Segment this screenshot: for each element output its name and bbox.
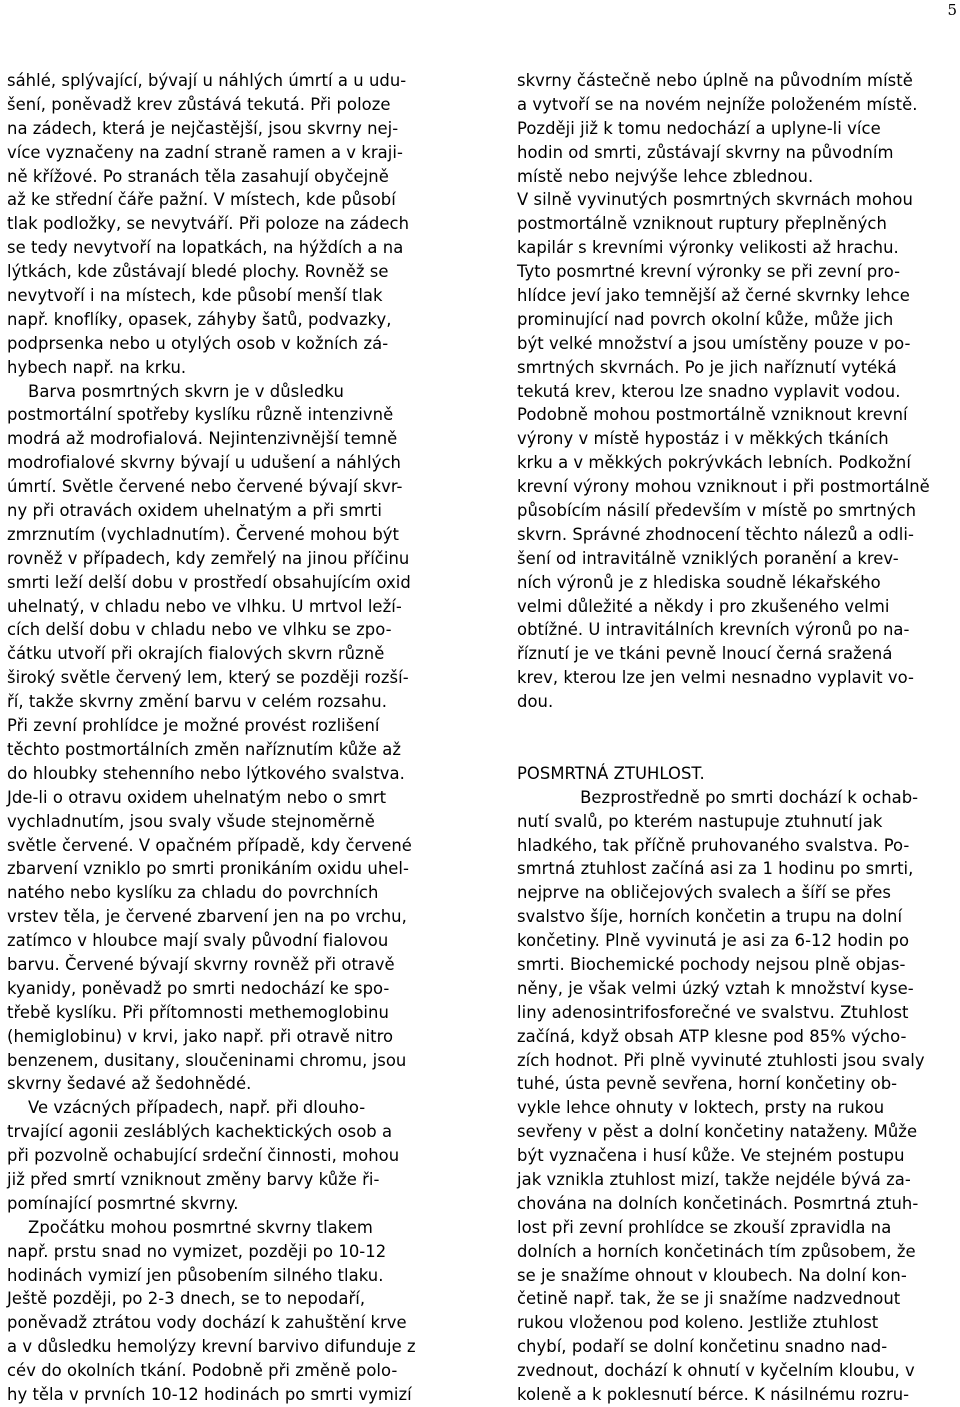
text-line: chována na dolních končetinách. Posmrtná ztuh- — [517, 1193, 919, 1213]
text-line: úmrtí. Světle červené nebo červené bývají skvr- — [7, 477, 403, 497]
text-line: vrstev těla, je červené zbarvení jen na po vrchu, — [7, 907, 407, 927]
text-line: barvu. Červené bývají skvrny rovněž při otravě — [7, 954, 395, 974]
text-line: skvrny částečně nebo úplně na původním místě — [517, 71, 913, 90]
text-line: zmrznutím (vychladnutím). Červené mohou být — [7, 524, 400, 544]
text-line: rovněž v případech, kdy zemřelý na jinou příčinu — [7, 548, 410, 568]
text-line: se tedy nevytvoří na lopatkách, na hýždích a na — [7, 238, 404, 258]
text-line: a vytvoří se na novém nejníže položeném místě. — [517, 94, 918, 114]
text-line: kyanidy, poněvadž po smrti nedochází ke spo- — [7, 978, 390, 998]
text-line: modrá až modrofialová. Nejintenzivnější temně — [7, 429, 398, 449]
text-line: zvednout, dochází k ohnutí v kyčelním kloubu, v — [517, 1361, 915, 1381]
text-line: smrti leží delší dobu v prostředí obsahujícím oxid — [7, 572, 411, 592]
text-line: skvrn. Správné zhodnocení těchto nálezů a odli- — [517, 524, 914, 544]
text-line: již před smrtí vzniknout změny barvy kůže ři- — [7, 1169, 380, 1189]
text-line: a v důsledku hemolýzy krevní barvivo difunduje z — [7, 1337, 416, 1357]
text-line: široký světle červený lem, který se později rozší- — [7, 668, 409, 688]
right-text-column — [517, 69, 960, 1407]
text-line: hladkého, tak příčně pruhovaného svalstva. Po- — [517, 835, 910, 855]
text-line: krku a v měkkých pokrývkách lebních. Podkožní — [517, 453, 911, 473]
text-line: být velké množství a jsou umístěny pouze v po- — [517, 333, 911, 353]
text-line: začíná, když obsah ATP klesne pod 85% výcho- — [517, 1026, 907, 1046]
text-line: smrtných skvrnách. Po je jich naříznutí vytéká — [517, 357, 897, 377]
text-line: svalstvo šíje, horních končetin a trupu na dolní — [517, 907, 903, 927]
text-line: např. prstu snad no vymizet, později po 10-12 — [7, 1241, 387, 1261]
text-line: V silně vyvinutých posmrtných skvrnách mohou — [517, 190, 913, 210]
text-line: na zádech, která je nejčastější, jsou skvrny nej- — [7, 118, 399, 138]
text-line: postmortální spotřeby kyslíku různě intenzivně — [7, 405, 394, 425]
text-line: hodin od smrti, zůstávají skvrny na původním — [517, 142, 894, 162]
text-line: šení, poněvadž krev zůstává tekutá. Při poloze — [7, 94, 391, 114]
text-line: Barva posmrtných skvrn je v důsledku — [7, 381, 344, 401]
text-line: krevní výrony mohou vzniknout i při postmortálně — [517, 477, 930, 497]
text-line: výrony v místě hypostáz i v měkkých tkáních — [517, 429, 889, 449]
text-line: natého nebo kyslíku za chladu do povrchních — [7, 883, 379, 903]
text-line: až ke střední čáře pažní. V místech, kde působí — [7, 190, 396, 210]
text-line: chybí, podaří se dolní končetinu snadno nad- — [517, 1337, 888, 1357]
text-line: Podobně mohou postmortálně vzniknout krevní — [517, 405, 908, 425]
text-line: nejprve na obličejových svalech a šíří se přes — [517, 883, 891, 903]
text-line: se je snažíme ohnout v kloubech. Na dolní kon- — [517, 1265, 907, 1285]
text-line: sáhlé, splývající, bývají u náhlých úmrtí a u udu- — [7, 71, 407, 90]
text-line: velmi důležité a někdy i pro zkušeného velmi — [517, 596, 890, 616]
text-line: při pozvolně ochabující srdeční činnosti, mohou — [7, 1146, 400, 1166]
text-line: čátku utvoří při okrajích fialových skvrn různě — [7, 644, 385, 664]
text-line: postmortálně vzniknout ruptury přeplněných — [517, 214, 887, 234]
text-line: Jde-li o otravu oxidem uhelnatým nebo o smrt — [7, 787, 387, 807]
text-line: místě nebo nejvýše lehce zblednou. — [517, 166, 814, 186]
text-line: hybech např. na krku. — [7, 357, 187, 377]
text-line: kapilár s krevními výronky velikosti až hrachu. — [517, 238, 899, 258]
text-line: (hemiglobinu) v krvi, jako např. při otravě nitro — [7, 1026, 394, 1046]
text-line: zbarvení vzniklo po smrti pronikáním oxidu uhel- — [7, 859, 409, 879]
text-line: zatímco v hloubce mají svaly původní fialovou — [7, 931, 389, 951]
text-line: být vyznačena i husí kůže. Ve stejném postupu — [517, 1146, 905, 1166]
text-line: trvající agonii zesláblých kachektických osob a — [7, 1122, 393, 1142]
text-line: pomínající posmrtné skvrny. — [7, 1193, 239, 1213]
text-line: smrti. Biochemické pochody nejsou plně objas- — [517, 954, 906, 974]
text-line: tlak podložky, se nevytváří. Při poloze na zádech — [7, 214, 410, 234]
text-line: Bezprostředně po smrti dochází k ochab- — [517, 787, 919, 807]
text-line: šení od intravitálně vzniklých poranění a krev- — [517, 548, 899, 568]
text-line: smrtná ztuhlost začíná asi za 1 hodinu po smrti, — [517, 859, 914, 879]
text-line: cích delší dobu v chladu nebo ve vlhku se zpo- — [7, 620, 392, 640]
text-line: ny při otravách oxidem uhelnatým a při smrti — [7, 501, 382, 521]
text-line: Ještě později, po 2-3 dnech, se to nepodaří, — [7, 1289, 366, 1309]
text-line: Ve vzácných případech, např. při dlouho- — [7, 1098, 366, 1118]
text-line: vykle lehce ohnuty v loktech, prsty na rukou — [517, 1098, 885, 1118]
text-line: četině např. tak, že se ji snažíme nadzvednout — [517, 1289, 901, 1309]
text-line: skvrny šedavé až šedohnědé. — [7, 1074, 252, 1094]
text-line: lost při zevní prohlídce se zkouší zpravidla na — [517, 1217, 892, 1237]
text-line: hy těla v prvních 10-12 hodinách po smrti vymizí — [7, 1384, 412, 1404]
text-line: Zpočátku mohou posmrtné skvrny tlakem — [7, 1217, 373, 1237]
text-line: zích hodnot. Při plně vyvinuté ztuhlosti jsou svaly — [517, 1050, 925, 1070]
text-line: poněvadž ztrátou vody dochází k zahuštění krve — [7, 1313, 407, 1333]
text-line: dou. — [517, 692, 554, 712]
text-line: podprsenka nebo u otylých osob v kožních zá- — [7, 333, 389, 353]
text-line: nutí svalů, po kterém nastupuje ztuhnutí jak — [517, 811, 883, 831]
text-line: jak vznikla ztuhlost mizí, takže nejdéle bývá za- — [517, 1169, 911, 1189]
text-line: více vyznačeny na zadní straně ramen a v kraji- — [7, 142, 403, 162]
right-column-top-text — [517, 69, 960, 714]
text-line: Později již k tomu nedochází a uplyne-li více — [517, 118, 881, 138]
text-line: prominující nad povrch okolní kůže, může jich — [517, 309, 894, 329]
text-line: cév do okolních tkání. Podobně při změně polo- — [7, 1361, 398, 1381]
text-line: působícím násilí především v místě po smrtných — [517, 501, 917, 521]
right-column-bottom-text — [517, 786, 960, 1407]
text-line: ních výronů je z hlediska soudně lékařského — [517, 572, 881, 592]
text-line: ně křížové. Po stranách těla zasahují obyčejně — [7, 166, 389, 186]
text-line: sevřeny v pěst a dolní končetiny nataženy. Může — [517, 1122, 918, 1142]
text-line: koleně a k poklesnutí bérce. K násilnému rozru- — [517, 1385, 910, 1404]
text-line: světle červené. V opačném případě, kdy červené — [7, 835, 412, 855]
section-heading: POSMRTNÁ ZTUHLOST. — [517, 763, 705, 783]
text-line: Tyto posmrtné krevní výronky se při zevní pro- — [517, 262, 901, 282]
text-line: těchto postmortálních změn naříznutím kůže až — [7, 739, 401, 759]
text-line: např. knoflíky, opasek, záhyby šatů, podvazky, — [7, 309, 392, 329]
text-line: něny, je však velmi úzký vztah k množství kyse- — [517, 978, 914, 998]
text-line: rukou vloženou pod koleno. Jestliže ztuhlost — [517, 1313, 879, 1333]
section-spacer — [517, 714, 960, 762]
text-line: do hloubky stehenního nebo lýtkového svalstva. — [7, 763, 405, 783]
text-line: třebě kyslíku. Při přítomnosti methemoglobinu — [7, 1002, 389, 1022]
text-line: tuhé, ústa pevně sevřena, horní končetiny ob- — [517, 1074, 898, 1094]
text-line: modrofialové skvrny bývají u udušení a náhlých — [7, 453, 401, 473]
text-line: krev, kterou lze jen velmi nesnadno vyplavit vo- — [517, 668, 914, 688]
text-line: hodinách vymizí jen působením silného tlaku. — [7, 1265, 384, 1285]
left-text-column — [7, 69, 447, 1407]
text-line: Při zevní prohlídce je možné provést rozlišení — [7, 716, 380, 736]
text-line: vychladnutím, jsou svaly všude stejnoměrně — [7, 811, 375, 831]
page-number: 5 — [947, 1, 957, 19]
text-line: končetiny. Plně vyvinutá je asi za 6-12 hodin po — [517, 931, 910, 951]
text-line: benzenem, dusitany, sloučeninami chromu, jsou — [7, 1050, 407, 1070]
text-line: lýtkách, kde zůstávají bledé plochy. Rovněž se — [7, 262, 389, 282]
text-line: tekutá krev, kterou lze snadno vyplavit vodou. — [517, 381, 901, 401]
text-line: liny adenosintrifosforečné ve svalstvu. Ztuhlost — [517, 1002, 909, 1022]
text-line: říznutí je ve tkáni pevně lnoucí černá sražená — [517, 644, 893, 664]
text-line: dolních a horních končetinách tím způsobem, že — [517, 1241, 916, 1261]
text-line: uhelnatý, v chladu nebo ve vlhku. U mrtvol leží- — [7, 596, 402, 616]
text-line: obtížné. U intravitálních krevních výronů po na- — [517, 620, 910, 640]
text-line: hlídce jeví jako temnější až černé skvrnky lehce — [517, 286, 910, 306]
text-line: ří, takže skvrny změní barvu v celém rozsahu. — [7, 692, 387, 712]
text-line: nevytvoří i na místech, kde působí menší tlak — [7, 286, 383, 306]
